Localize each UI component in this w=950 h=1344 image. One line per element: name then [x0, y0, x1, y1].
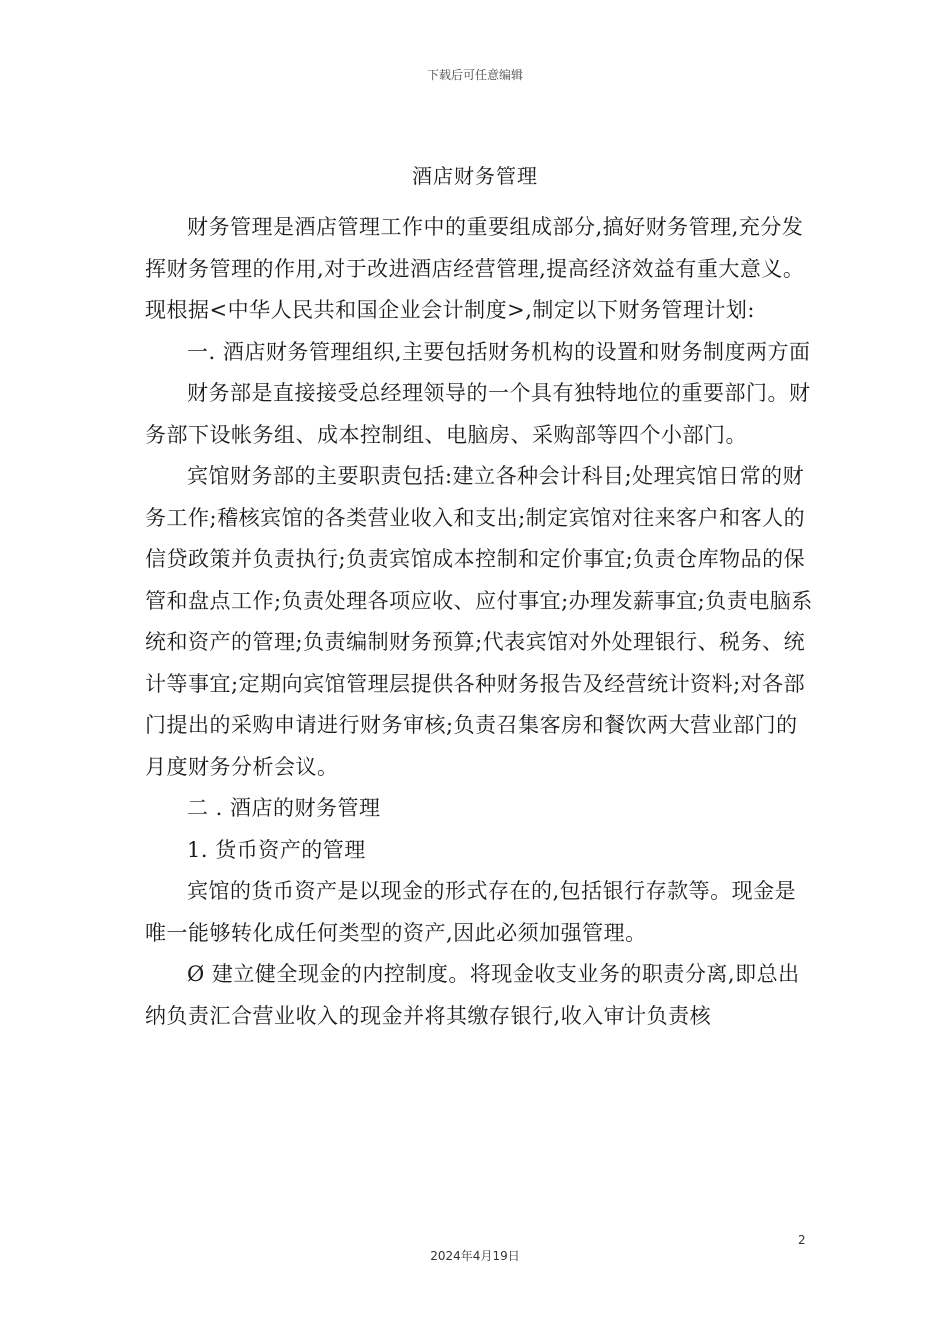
paragraph: 宾馆财务部的主要职责包括:建立各种会计科目;处理宾馆日常的财务工作;稽核宾馆的各类营业收入和支出;制定宾馆对往来客户和客人的信贷政策并负责执行;负责宾馆成本控制和定价事宜;负责仓库物品的保管和盘点工作;负责处理各项应收、应付事宜;办理发薪事宜;负责电脑系统和资产的管理;负责编制财务预算;代表宾馆对外处理银行、税务、统计等事宜;定期向宾馆管理层提供各种财务报告及经营统计资料;对各部门提出的采购申请进行财务审核;负责召集客房和餐饮两大营业部门的月度财务分析会议。	[145, 464, 813, 779]
document-body	[145, 207, 817, 1037]
footer-date: 2024年4月19日	[430, 1249, 520, 1263]
header-note: 下载后可任意编辑	[426, 68, 523, 82]
paragraph: 财务部是直接接受总经理领导的一个具有独特地位的重要部门。财务部下设帐务组、成本控制组、电脑房、采购部等四个小部门。	[145, 381, 811, 447]
paragraph: 一. 酒店财务管理组织,主要包括财务机构的设置和财务制度两方面	[187, 339, 811, 364]
section-heading: 二 . 酒店的财务管理	[187, 796, 381, 820]
subsection-heading: 1. 货币资产的管理	[187, 837, 366, 862]
bullet-paragraph: Ø 建立健全现金的内控制度。将现金收支业务的职责分离,即总出纳负责汇合营业收入的现金并将其缴存银行,收入审计负责核	[145, 962, 800, 1028]
paragraph: 宾馆的货币资产是以现金的形式存在的,包括银行存款等。现金是唯一能够转化成任何类型的资产,因此必须加强管理。	[145, 879, 797, 945]
page-number: 2	[798, 1233, 806, 1247]
document-title: 酒店财务管理	[412, 164, 538, 188]
paragraph: 财务管理是酒店管理工作中的重要组成部分,搞好财务管理,充分发挥财务管理的作用,对于改进酒店经营管理,提高经济效益有重大意义。现根据<中华人民共和国企业会计制度>,制定以下财务管理计划:	[145, 215, 805, 322]
